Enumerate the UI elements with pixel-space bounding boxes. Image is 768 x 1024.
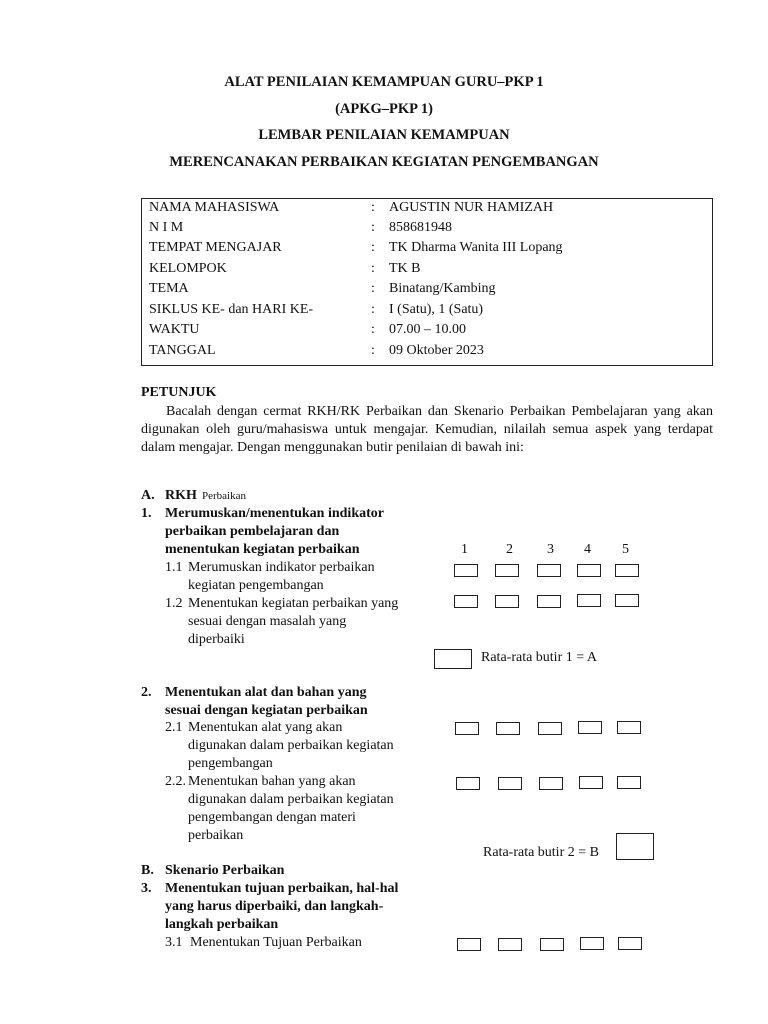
section-b-letter: B. xyxy=(141,863,154,878)
score-box-2-1-3[interactable] xyxy=(538,722,562,735)
score-box-2-1-4[interactable] xyxy=(578,721,602,734)
score-box-3-1-5[interactable] xyxy=(618,937,642,950)
score-box-2-2-2[interactable] xyxy=(498,777,522,790)
scale-label-3: 3 xyxy=(547,542,554,557)
score-box-2-2-1[interactable] xyxy=(456,777,480,790)
average-label-a: Rata-rata butir 1 = A xyxy=(481,650,597,665)
item-2-2-text-line: perbaikan xyxy=(188,828,244,843)
identity-label-tema: TEMA xyxy=(149,281,189,296)
item-1-1-number: 1.1 xyxy=(165,560,183,575)
identity-value-waktu: 07.00 – 10.00 xyxy=(389,322,466,337)
identity-value-tanggal: 09 Oktober 2023 xyxy=(389,343,484,358)
identity-colon: : xyxy=(371,220,375,235)
item-2-number: 2. xyxy=(141,685,152,700)
item-1-title-line: Merumuskan/menentukan indikator xyxy=(165,506,384,521)
identity-value-nim: 858681948 xyxy=(389,220,452,235)
identity-value-tema: Binatang/Kambing xyxy=(389,281,496,296)
item-1-2-text-line: Menentukan kegiatan perbaikan yang xyxy=(188,596,399,611)
section-a-title: RKH xyxy=(165,488,197,503)
item-1-title-line: perbaikan pembelajaran dan xyxy=(165,524,340,539)
average-box-a[interactable] xyxy=(434,649,472,669)
item-2-title-line: Menentukan alat dan bahan yang xyxy=(165,685,367,700)
identity-colon: : xyxy=(371,302,375,317)
scale-label-5: 5 xyxy=(622,542,629,557)
score-box-2-2-3[interactable] xyxy=(539,777,563,790)
identity-label-nama: NAMA MAHASISWA xyxy=(149,200,280,215)
score-box-2-1-2[interactable] xyxy=(496,722,520,735)
item-1-2-text-line: sesuai dengan masalah yang xyxy=(188,614,347,629)
score-box-3-1-2[interactable] xyxy=(498,938,522,951)
item-2-1-text-line: Menentukan alat yang akan xyxy=(188,720,343,735)
section-a-subtitle: Perbaikan xyxy=(202,490,246,502)
item-2-1-number: 2.1 xyxy=(165,720,183,735)
score-box-1-2-3[interactable] xyxy=(537,595,561,608)
doc-title-line-4: MERENCANAKAN PERBAIKAN KEGIATAN PENGEMBANGAN xyxy=(169,154,599,170)
item-1-1-text-line: kegiatan pengembangan xyxy=(188,578,324,593)
score-box-3-1-4[interactable] xyxy=(580,937,604,950)
identity-label-waktu: WAKTU xyxy=(149,322,200,337)
identity-colon: : xyxy=(371,343,375,358)
score-box-3-1-3[interactable] xyxy=(540,938,564,951)
doc-title-line-3: LEMBAR PENILAIAN KEMAMPUAN xyxy=(258,127,510,143)
score-box-1-1-3[interactable] xyxy=(537,564,561,577)
score-box-2-1-5[interactable] xyxy=(617,721,641,734)
score-box-1-1-2[interactable] xyxy=(495,564,519,577)
item-3-title-line: Menentukan tujuan perbaikan, hal-hal xyxy=(165,881,399,896)
item-3-number: 3. xyxy=(141,881,152,896)
score-box-1-2-5[interactable] xyxy=(615,594,639,607)
scale-label-2: 2 xyxy=(506,542,513,557)
score-box-1-1-5[interactable] xyxy=(615,564,639,577)
item-2-1-text-line: digunakan dalam perbaikan kegiatan xyxy=(188,738,394,753)
identity-value-tempat: TK Dharma Wanita III Lopang xyxy=(389,240,563,255)
section-a-letter: A. xyxy=(141,488,155,503)
item-1-number: 1. xyxy=(141,506,152,521)
score-box-1-2-2[interactable] xyxy=(495,595,519,608)
score-box-2-2-4[interactable] xyxy=(579,776,603,789)
identity-colon: : xyxy=(371,322,375,337)
score-box-2-2-5[interactable] xyxy=(617,776,641,789)
identity-value-siklus: I (Satu), 1 (Satu) xyxy=(389,302,484,317)
identity-colon: : xyxy=(371,200,375,215)
scale-label-1: 1 xyxy=(461,542,468,557)
score-box-1-2-1[interactable] xyxy=(454,595,478,608)
identity-label-nim: N I M xyxy=(149,220,184,235)
item-3-1-number: 3.1 xyxy=(165,935,183,950)
score-box-1-1-1[interactable] xyxy=(454,564,478,577)
identity-value-nama: AGUSTIN NUR HAMIZAH xyxy=(389,200,554,215)
item-2-2-text-line: pengembangan dengan materi xyxy=(188,810,356,825)
scale-label-4: 4 xyxy=(584,542,591,557)
item-1-2-text-line: diperbaiki xyxy=(188,632,245,647)
doc-title-line-1: ALAT PENILAIAN KEMAMPUAN GURU–PKP 1 xyxy=(224,74,544,90)
item-1-1-text-line: Merumuskan indikator perbaikan xyxy=(188,560,375,575)
item-3-title-line: yang harus diperbaiki, dan langkah- xyxy=(165,899,384,914)
item-1-title-line: menentukan kegiatan perbaikan xyxy=(165,542,360,557)
doc-title-line-2: (APKG–PKP 1) xyxy=(335,101,433,117)
identity-colon: : xyxy=(371,261,375,276)
instructions-heading: PETUNJUK xyxy=(141,385,217,400)
item-3-1-text-line: Menentukan Tujuan Perbaikan xyxy=(190,935,362,950)
identity-label-siklus: SIKLUS KE- dan HARI KE- xyxy=(149,302,314,317)
score-box-1-2-4[interactable] xyxy=(577,594,601,607)
average-box-b[interactable] xyxy=(616,833,654,860)
item-2-2-number: 2.2. xyxy=(165,774,186,789)
average-label-b: Rata-rata butir 2 = B xyxy=(483,845,599,860)
identity-label-tempat: TEMPAT MENGAJAR xyxy=(149,240,282,255)
score-box-2-1-1[interactable] xyxy=(455,722,479,735)
item-1-2-number: 1.2 xyxy=(165,596,183,611)
identity-colon: : xyxy=(371,281,375,296)
identity-colon: : xyxy=(371,240,375,255)
identity-value-kelompok: TK B xyxy=(389,261,421,276)
section-b-title: Skenario Perbaikan xyxy=(165,863,285,878)
item-3-title-line: langkah perbaikan xyxy=(165,917,279,932)
item-2-1-text-line: pengembangan xyxy=(188,756,273,771)
identity-label-kelompok: KELOMPOK xyxy=(149,261,227,276)
score-box-1-1-4[interactable] xyxy=(577,564,601,577)
instructions-text: Bacalah dengan cermat RKH/RK Perbaikan dan Skenario Perbaikan Pembelajaran yang akan digunakan oleh guru/mahasiswa untuk mengajar. Kemudian, nilailah semua aspek yang terdapat dalam mengajar. Dengan menggunakan butir penilaian di bawah ini: xyxy=(141,404,713,455)
item-2-title-line: sesuai dengan kegiatan perbaikan xyxy=(165,703,368,718)
identity-label-tanggal: TANGGAL xyxy=(149,343,216,358)
score-box-3-1-1[interactable] xyxy=(457,938,481,951)
item-2-2-text-line: Menentukan bahan yang akan xyxy=(188,774,356,789)
item-2-2-text-line: digunakan dalam perbaikan kegiatan xyxy=(188,792,394,807)
